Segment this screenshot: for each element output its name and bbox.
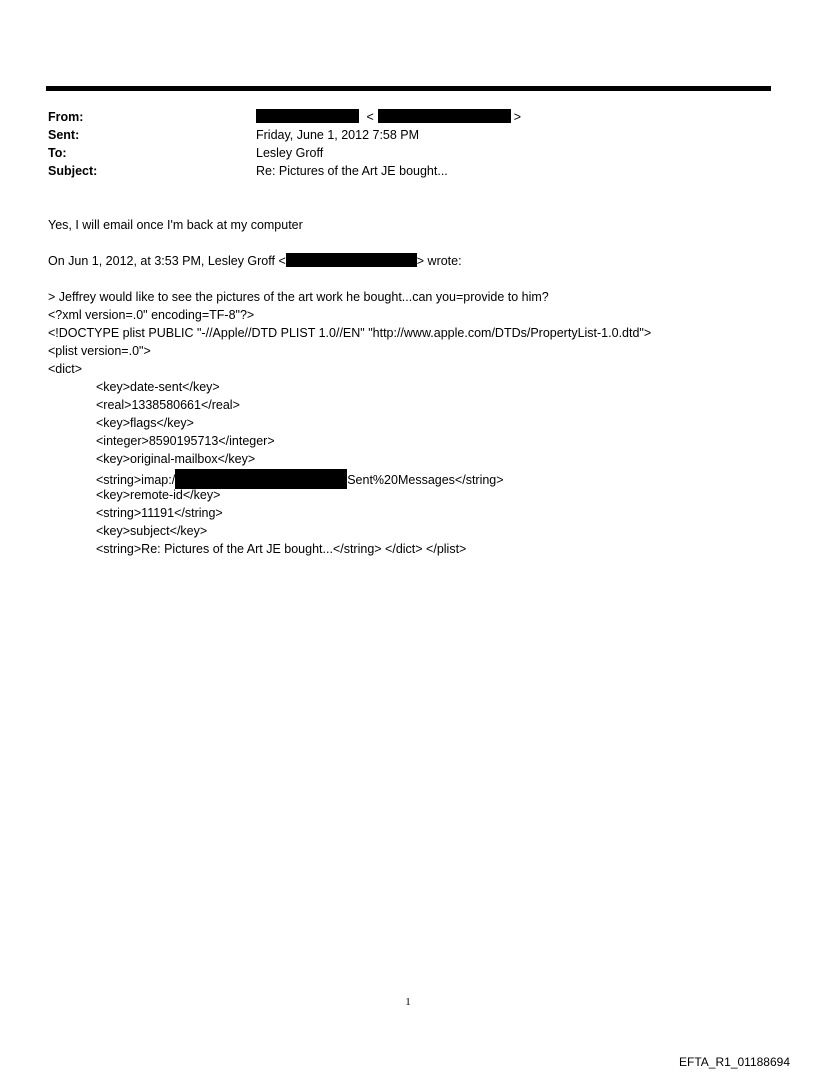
quoted-line: > Jeffrey would like to see the pictures of the art work he bought...can you=provide to him? (48, 290, 549, 304)
from-gt: > (513, 110, 522, 124)
xml-line: <!DOCTYPE plist PUBLIC "-//Apple//DTD PLIST 1.0//EN" "http://www.apple.com/DTDs/PropertyList-1.0.dtd"> (48, 326, 652, 340)
xml-line: <dict> (48, 362, 83, 376)
quote-intro (48, 253, 462, 269)
from-lt: < (366, 110, 374, 124)
imap-pre: <string>imap:/ (96, 473, 176, 487)
plist-line: <key>remote-id</key> (96, 488, 221, 502)
page-number: 1 (405, 996, 411, 1008)
to-label: To: (48, 146, 67, 160)
plist-line: <key>subject</key> (96, 524, 208, 538)
redacted-block (256, 109, 359, 123)
plist-line: <key>date-sent</key> (96, 380, 220, 394)
redacted-block (286, 253, 417, 267)
to-value: Lesley Groff (256, 146, 324, 160)
document-id: EFTA_R1_01188694 (679, 1055, 790, 1069)
xml-line: <?xml version=.0" encoding=TF-8"?> (48, 308, 255, 322)
redacted-block (175, 469, 347, 489)
from-label: From: (48, 110, 84, 124)
from-value (256, 109, 521, 125)
header-rule (46, 86, 771, 91)
quote-intro-post: > wrote: (416, 254, 462, 268)
reply-text: Yes, I will email once I'm back at my computer (48, 218, 303, 232)
plist-line: <string>Re: Pictures of the Art JE bought...</string> </dict> </plist> (96, 542, 467, 556)
plist-line: <string>11191</string> (96, 506, 223, 520)
quote-intro-pre: On Jun 1, 2012, at 3:53 PM, Lesley Groff < (48, 254, 286, 268)
imap-post: Sent%20Messages</string> (347, 473, 504, 487)
redacted-block (378, 109, 511, 123)
plist-line: <real>1338580661</real> (96, 398, 240, 412)
subject-label: Subject: (48, 164, 98, 178)
plist-line: <key>original-mailbox</key> (96, 452, 256, 466)
xml-line: <plist version=.0"> (48, 344, 151, 358)
subject-value: Re: Pictures of the Art JE bought... (256, 164, 448, 178)
sent-value: Friday, June 1, 2012 7:58 PM (256, 128, 420, 142)
plist-line: <integer>8590195713</integer> (96, 434, 275, 448)
plist-line (96, 469, 504, 489)
sent-label: Sent: (48, 128, 80, 142)
plist-line: <key>flags</key> (96, 416, 194, 430)
